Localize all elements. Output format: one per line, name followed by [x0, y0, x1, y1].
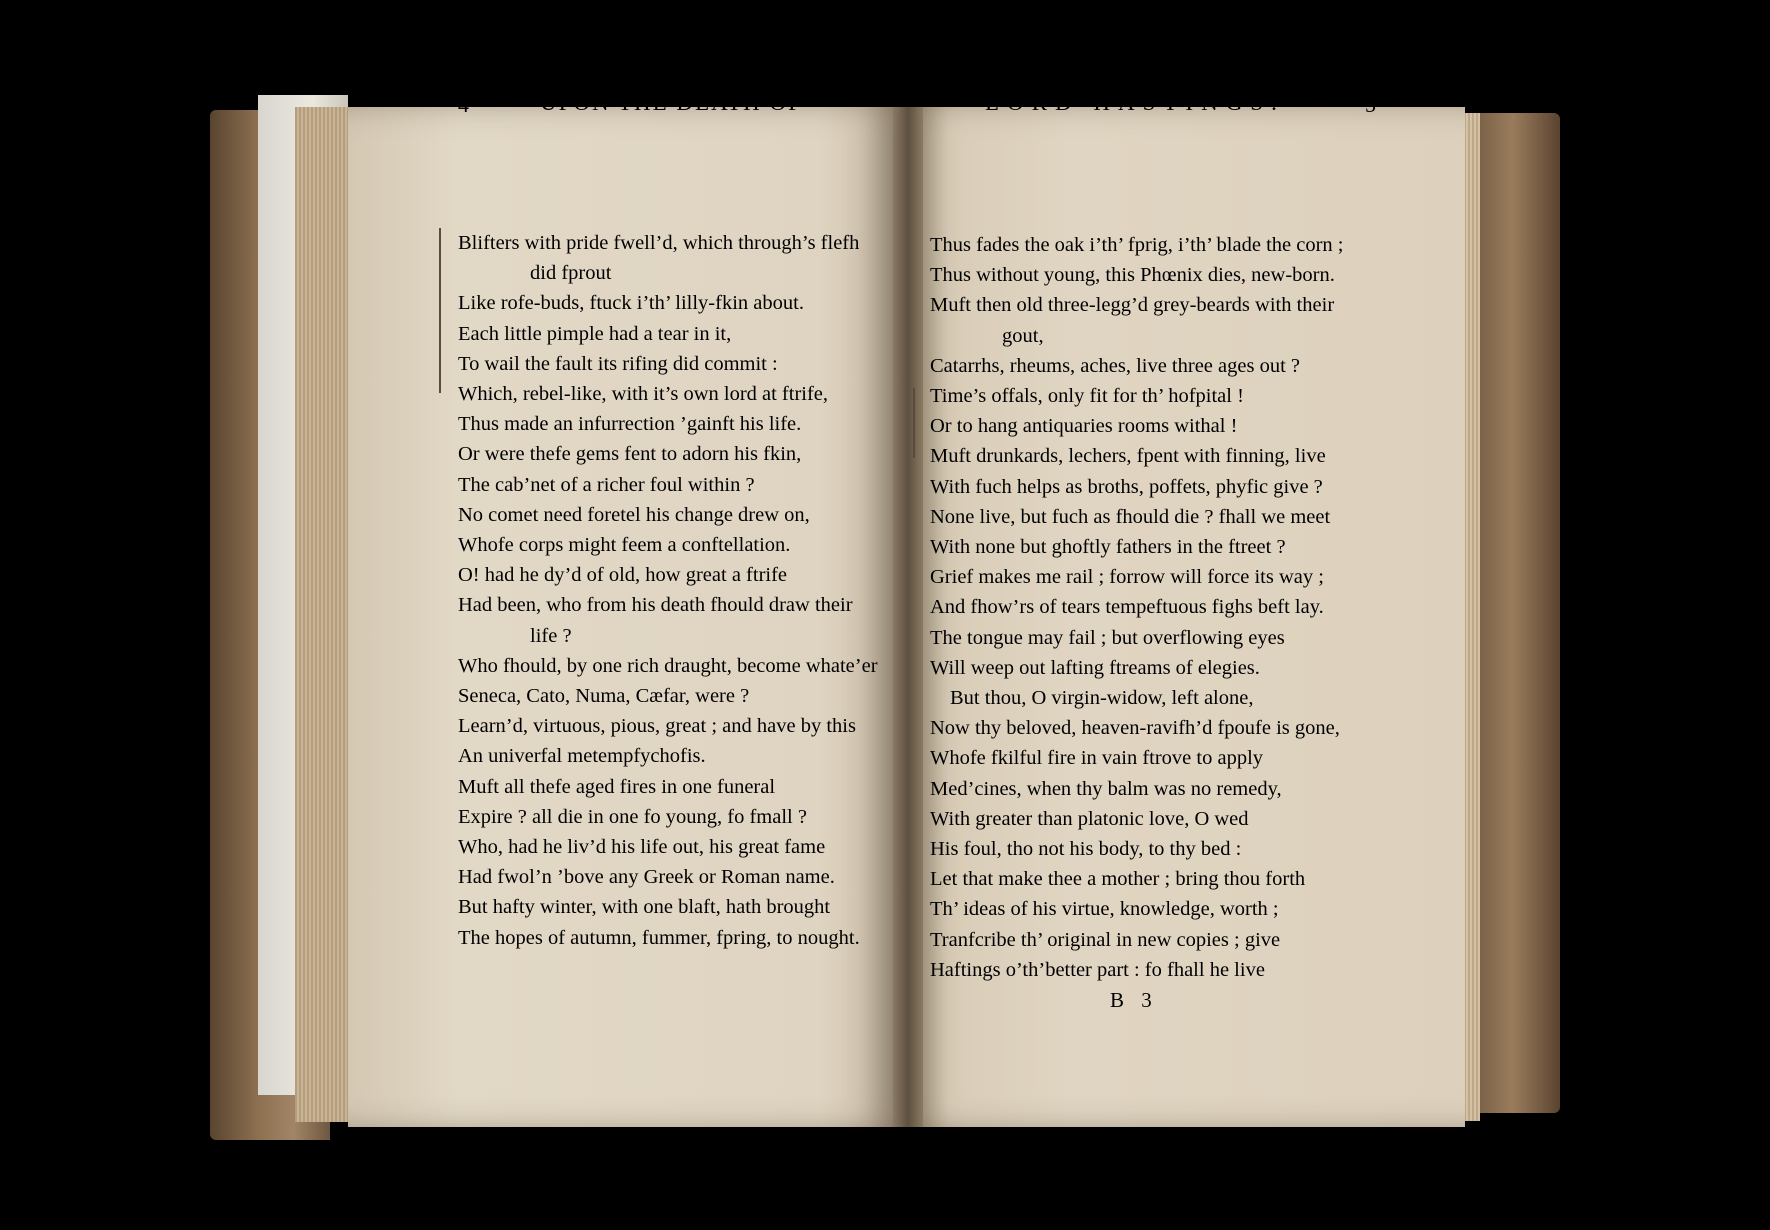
left-page-edges	[295, 107, 350, 1122]
verse-line: Time’s offals, only fit for th’ hofpital !	[930, 385, 1244, 408]
verse-line: The cab’net of a richer foul within ?	[458, 473, 755, 496]
verse-line: None live, but fuch as fhould die ? fhall we meet	[930, 505, 1331, 528]
verse-line: Seneca, Cato, Numa, Cæfar, were ?	[458, 685, 750, 708]
verse-line: With greater than platonic love, O wed	[930, 807, 1249, 830]
verse-line: With none but ghoftly fathers in the ftreet ?	[930, 536, 1286, 559]
verse-line: Haftings o’th’better part : fo fhall he live	[930, 958, 1265, 981]
verse-line: Or to hang antiquaries rooms withal !	[930, 415, 1238, 438]
verse-line: Thus made an infurrection ’gainft his life.	[458, 413, 802, 436]
verse-line: Muft drunkards, lechers, fpent with finning, live	[930, 445, 1326, 468]
verse-line: No comet need foretel his change drew on,	[458, 503, 810, 526]
verse-line: Like rofe-buds, ftuck i’th’ lilly-fkin about.	[458, 292, 804, 315]
verse-line: gout,	[1002, 324, 1044, 347]
verse-line: Expire ? all die in one fo young, fo fmall ?	[458, 805, 807, 828]
verse-line: Grief makes me rail ; forrow will force its way ;	[930, 566, 1324, 589]
verse-line: His foul, tho not his body, to thy bed :	[930, 838, 1242, 861]
verse-line: Each little pimple had a tear in it,	[458, 322, 732, 345]
verse-line: O! had he dy’d of old, how great a ftrife	[458, 564, 788, 587]
verse-line: Who fhould, by one rich draught, become whate’er	[458, 654, 878, 677]
signature-mark: B 3	[1110, 988, 1158, 1012]
verse-line: Catarrhs, rheums, aches, live three ages out ?	[930, 354, 1301, 377]
verse-line: Tranfcribe th’ original in new copies ; give	[930, 928, 1281, 951]
verse-line: Blifters with pride fwell’d, which through’s flefh	[458, 232, 860, 254]
left-page-text	[458, 228, 898, 953]
verse-line: Now thy beloved, heaven-ravifh’d fpoufe is gone,	[930, 717, 1340, 740]
verse-line: Th’ ideas of his virtue, knowledge, worth ;	[930, 898, 1279, 921]
verse-line: With fuch helps as broths, poffets, phyfic give ?	[930, 475, 1323, 498]
verse-line: But thou, O virgin-widow, left alone,	[950, 687, 1254, 710]
margin-pencil-mark	[439, 228, 441, 393]
verse-line: Med’cines, when thy balm was no remedy,	[930, 777, 1282, 800]
verse-line: Or were thefe gems fent to adorn his fkin,	[458, 443, 802, 466]
verse-line: Muft then old three-legg’d grey-beards with their	[930, 294, 1335, 317]
verse-line: And fhow’rs of tears tempeftuous fighs beft lay.	[930, 596, 1324, 619]
verse-line: Thus without young, this Phœnix dies, new-born.	[930, 264, 1335, 287]
verse-line: Had fwol’n ’bove any Greek or Roman name.	[458, 866, 835, 889]
verse-line: Learn’d, virtuous, pious, great ; and have by this	[458, 715, 856, 738]
verse-line: The tongue may fail ; but overflowing eyes	[930, 626, 1285, 649]
verse-line: Had been, who from his death fhould draw their	[458, 594, 853, 617]
left-page-number: 4	[458, 92, 469, 117]
verse-line: An univerfal metempfychofis.	[458, 745, 706, 768]
verse-line: Muft all thefe aged fires in one funeral	[458, 775, 776, 798]
right-page-number: 5	[1365, 92, 1376, 117]
verse-line: Let that make thee a mother ; bring thou forth	[930, 868, 1306, 891]
verse-line: Which, rebel-like, with it’s own lord at ftrife,	[458, 383, 829, 406]
verse-line: Will weep out lafting ftreams of elegies.	[930, 656, 1260, 679]
right-page-text	[930, 230, 1400, 985]
verse-line: Whofe corps might feem a conftellation.	[458, 534, 791, 557]
verse-line: Thus fades the oak i’th’ fprig, i’th’ blade the corn ;	[930, 234, 1344, 256]
verse-line: The hopes of autumn, fummer, fpring, to nought.	[458, 926, 860, 949]
verse-line: did fprout	[530, 262, 612, 285]
margin-pencil-mark-right	[913, 388, 915, 458]
verse-line: To wail the fault its rifing did commit :	[458, 352, 778, 375]
left-running-head: UPON THE DEATH OF	[540, 90, 803, 115]
right-running-head: LORD HASTINGS.	[985, 90, 1285, 115]
verse-line: life ?	[530, 624, 572, 647]
verse-line: Who, had he liv’d his life out, his great fame	[458, 836, 826, 859]
verse-line: But hafty winter, with one blaft, hath brought	[458, 896, 831, 919]
verse-line: Whofe fkilful fire in vain ftrove to apply	[930, 747, 1264, 770]
